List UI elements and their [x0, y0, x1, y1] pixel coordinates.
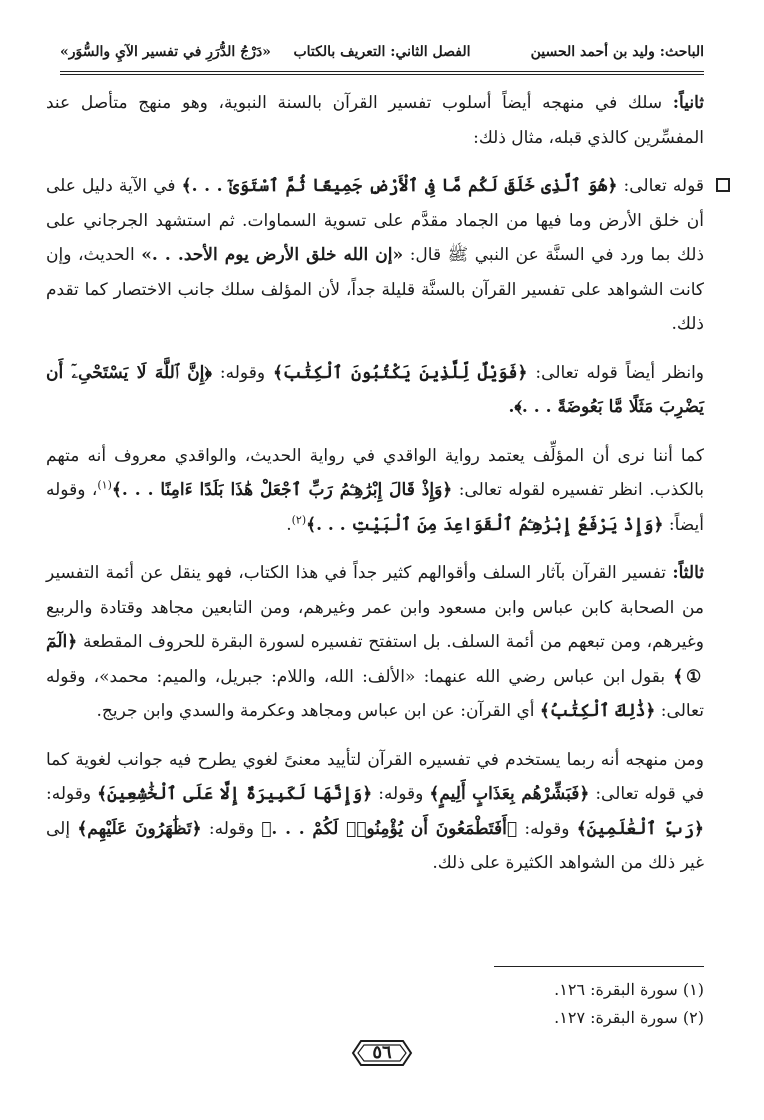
paragraph-sunnah — [46, 86, 704, 155]
quran-verse: ﴿إِنَّ ٱللَّهَ لَا يَسْتَحْىِۦٓ أَن يَضْرِبَ مَثَلًا مَّا بَعُوضَةً . . .﴾. — [46, 362, 704, 417]
example-paragraph — [46, 169, 704, 342]
paragraph-lead: ثالثاً: — [672, 563, 705, 583]
page-body — [46, 86, 704, 895]
paragraph-text: وانظر أيضاً قوله تعالى: — [535, 362, 705, 383]
paragraph-text: في الآية دليل على أن خلق الأرض وما فيها من الجماد مقدَّم على تسوية السماوات. ثم استشهد الجرجاني على ذلك بما ورد في السنَّة عن النبي ﷺ قال: — [46, 176, 705, 265]
quran-verse: ﴿هُوَ ٱلَّذِى خَلَقَ لَكُم مَّا فِى ٱلْأَرْضِ جَمِيعًا ثُمَّ ٱسْتَوَىٰٓ . . .﴾ — [181, 176, 618, 196]
page-number-text: ٥٦ — [372, 1042, 392, 1063]
checkbox-bullet-icon — [716, 178, 730, 192]
paragraph-text: إلى غير ذلك من الشواهد الكثيرة على ذلك. — [46, 818, 704, 873]
quran-verse: ﴿ذَٰلِكَ ٱلْكِتَٰبُ﴾ — [539, 701, 656, 721]
header-rule — [60, 71, 704, 75]
quran-verse: ﴿وَإِنَّهَا لَكَبِيرَةٌ إِلَّا عَلَى ٱلْخَٰشِعِينَ﴾ — [97, 784, 373, 804]
footnote-ref: (٢) — [291, 512, 307, 526]
paragraph-text: ومن منهجه أنه ربما يستخدم في تفسيره القرآن لتأييد معنىً لغوي يطرح فيه جوانب لغوية كما في قوله تعالى: — [46, 749, 705, 804]
paragraph-text: سلك في منهجه أيضاً أسلوب تفسير القرآن بالسنة النبوية، وهو منهج متأصل عند المفسِّرين كالذي قبله، مثال ذلك: — [46, 93, 704, 148]
paragraph-linguistic — [46, 743, 704, 881]
quran-verse: ﴿فَبَشِّرْهُم بِعَذَابٍ أَلِيمٍ﴾ — [429, 784, 590, 804]
hadith-quote: «إن الله خلق الأرض يوم الأحد. . .» — [141, 245, 404, 265]
paragraph-text: قوله تعالى: — [623, 176, 705, 196]
footnote-1: (١) سورة البقرة: ١٢٦. — [554, 980, 704, 999]
footnote-rule — [494, 966, 704, 967]
paragraph-lead: ثانياً: — [672, 93, 705, 113]
paragraph-see-also — [46, 356, 704, 425]
paragraph-text: وقوله: — [219, 362, 266, 383]
paragraph-text: تفسير القرآن بآثار السلف وأقوالهم كثير جداً في هذا الكتاب، فهو ينقل عن أئمة التفسير من الصحابة كابن عباس وابن مسعود وابن عمر وغيرهم، ومن التابعين مجاهد وقتادة والربيع وغيرهم، ومن تبعهم من أئمة السلف. بل استفتح تفسيره لسورة البقرة للحروف المقطعة — [46, 563, 705, 652]
quran-verse: ﴿فَوَيْلٌ لِّلَّذِينَ يَكْتُبُونَ ٱلْكِتَٰبَ﴾ — [272, 362, 528, 383]
paragraph-text: وقوله: — [524, 818, 570, 839]
paragraph-waqidi: كما أننا نرى أن المؤلِّف يعتمد رواية الواقدي في رواية الحديث، والواقدي معروف أنه متهم بالكذب. انظر تفسيره لقوله تعالى: ﴿وَإِذْ قَالَ إِبْرَٰهِـۧمُ رَبِّ ٱجْعَلْ هَٰذَا بَلَدًا ءَامِنًا . . .﴾$^{(١)}$، وقوله أيضاً: ﴿وَإِذْ يَرْفَعُ إِبْرَٰهِـۧمُ ٱلْقَوَاعِدَ مِنَ ٱلْبَيْتِ . . .﴾$^{(٢)}$. — [46, 445, 705, 535]
paragraph-text: أي القرآن: عن ابن عباس ومجاهد وعكرمة والسدي وابن جريج. — [96, 701, 535, 721]
header-author: الباحث: وليد بن أحمد الحسين — [530, 44, 704, 60]
running-header — [60, 42, 704, 66]
paragraph-text: وقوله: — [378, 784, 424, 804]
header-book-title: «دَرْجُ الدُّرَرِ في تفسير الآيِ والسُّوَر» — [60, 44, 271, 60]
paragraph-text: ، وقوله أيضاً: — [46, 480, 704, 535]
quran-verse: ﴿الٓمٓ ①﴾ — [46, 632, 705, 687]
paragraph-text: كما أننا نرى أن المؤلِّف يعتمد رواية الواقدي في رواية الحديث، والواقدي معروف أنه متهم بالكذب. انظر تفسيره لقوله تعالى: — [46, 445, 705, 500]
footnote-ref: (١) — [97, 478, 112, 492]
paragraph-text: وقوله: — [46, 784, 92, 804]
footnotes — [554, 976, 704, 1032]
quran-verse: ﴿أَفَتَطْمَعُونَ أَن يُؤْمِنُوا۟ لَكُمْ . . .﴾ — [261, 818, 518, 839]
header-chapter: الفصل الثاني: التعريف بالكتاب — [293, 44, 471, 60]
quran-verse: ﴿وَإِذْ يَرْفَعُ إِبْرَٰهِـۧمُ ٱلْقَوَاعِدَ مِنَ ٱلْبَيْتِ . . .﴾ — [306, 514, 664, 535]
quran-verse: ﴿وَإِذْ قَالَ إِبْرَٰهِـۧمُ رَبِّ ٱجْعَلْ هَٰذَا بَلَدًا ءَامِنًا . . .﴾ — [111, 480, 453, 500]
footnote-2: (٢) سورة البقرة: ١٢٧. — [554, 1008, 704, 1027]
page-number — [347, 1036, 417, 1070]
paragraph-text: بقول ابن عباس رضي الله عنهما: «الألف: الله، واللام: جبريل، والميم: محمد»، وقوله تعالى: — [46, 666, 704, 721]
paragraph-text: الحديث، وإن كانت الشواهد على تفسير القرآن بالسنَّة قليلة جداً، لأن المؤلف سلك جانب الاختصار كما تقدم ذلك. — [46, 245, 704, 334]
paragraph-text: وقوله: — [208, 818, 254, 839]
quran-verse: ﴿تَظَٰهَرُونَ عَلَيْهِم﴾ — [77, 818, 202, 839]
quran-verse: ﴿رَبِّ ٱلْعَٰلَمِينَ﴾ — [576, 818, 705, 839]
paragraph-salaf — [46, 556, 704, 729]
